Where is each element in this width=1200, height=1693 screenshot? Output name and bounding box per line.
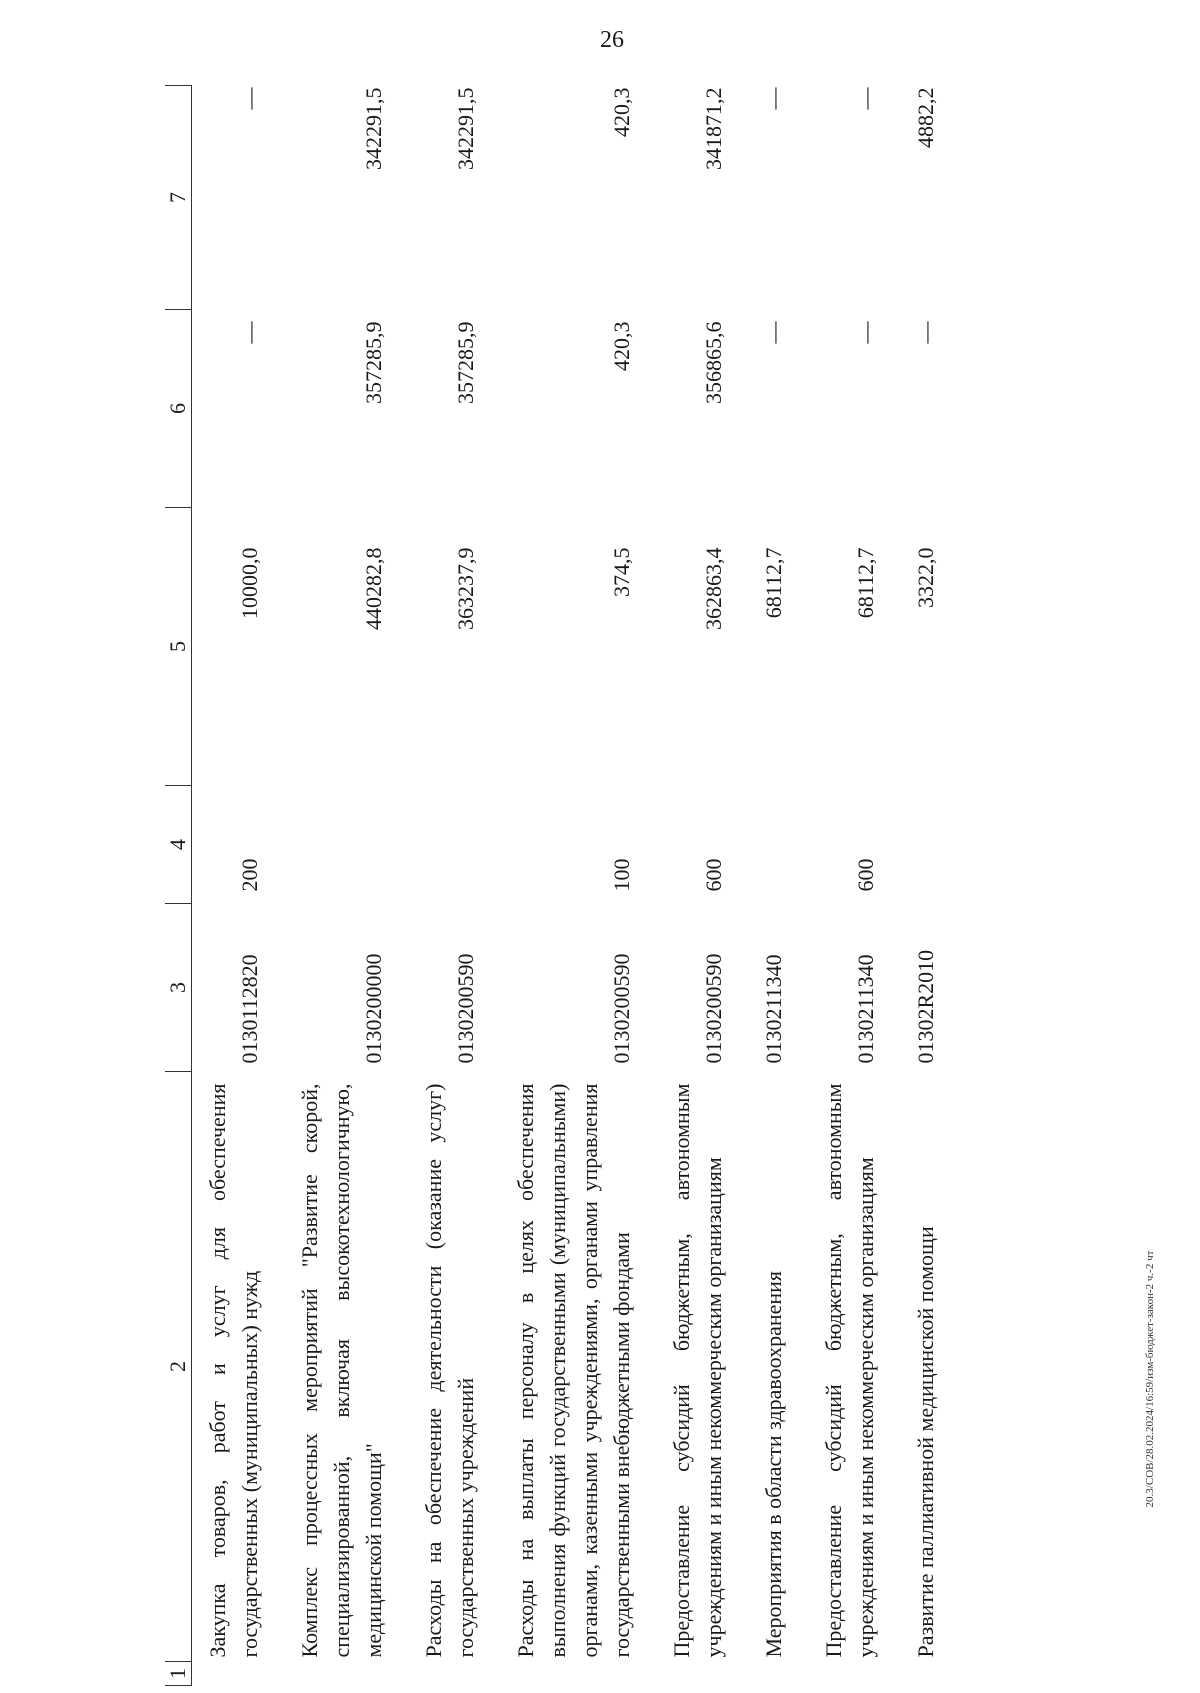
row-number-cell: [192, 1662, 285, 1686]
amount-col7-cell: 342291,5: [361, 87, 386, 170]
expense-name-cell: Закупка товаров, работ и услуг для обеспечения государственных (муниципальных) нужд: [205, 1083, 262, 1658]
page-number: 26: [600, 27, 624, 53]
rotated-budget-table-sheet: [165, 86, 995, 1686]
row-number-cell: [656, 1662, 748, 1686]
expense-type-cell: [408, 786, 500, 904]
expense-name-cell: Комплекс процессных мероприятий "Развитие скорой, специализированной, включая высокотехнологичную, медицинской помощи": [297, 1083, 386, 1658]
table-row: [408, 86, 500, 1686]
expense-type-cell: [748, 786, 808, 904]
amount-col6-cell: 357285,9: [453, 321, 478, 404]
target-code-cell: 0130211340: [761, 954, 786, 1064]
amount-col6-cell: 420,3: [609, 321, 634, 371]
amount-col6-cell: —: [761, 321, 786, 344]
amount-col5-cell: 363237,9: [453, 547, 478, 630]
document-footer-code: 20.3/СОВ/28.02.2024/16:59/изм-бюджет-закон-2 ч.-2 чт: [1144, 1250, 1156, 1508]
column-header-3: 3: [165, 904, 192, 1072]
table-row: [748, 86, 808, 1686]
expense-type-cell: 600: [853, 858, 878, 892]
row-number-cell: [500, 1662, 656, 1686]
target-code-cell: 0130200000: [361, 953, 386, 1064]
expense-name-cell: Расходы на выплаты персоналу в целях обеспечения выполнения функций государственными (муниципальными) органами, казенными учреждениями, органами управления государственными внебюджетными фондами: [513, 1083, 634, 1658]
expense-name-cell: Предоставление субсидий бюджетным, автономным учреждениям и иным некоммерческим организациям: [821, 1083, 878, 1658]
column-header-7: 7: [165, 86, 192, 310]
amount-col7-cell: 4882,2: [913, 87, 938, 148]
expense-type-cell: [284, 786, 408, 904]
amount-col7-cell: —: [761, 87, 786, 110]
header-row: [165, 86, 192, 1686]
budget-table: [165, 85, 960, 1686]
target-code-cell: 0130200590: [701, 953, 726, 1064]
expense-name-cell: Развитие паллиативной медицинской помощи: [913, 1226, 938, 1658]
row-number-cell: [408, 1662, 500, 1686]
row-number-cell: [808, 1662, 900, 1686]
target-code-cell: 0130200590: [453, 953, 478, 1064]
amount-col7-cell: —: [853, 87, 878, 110]
column-header-1: 1: [165, 1662, 192, 1686]
column-header-5: 5: [165, 508, 192, 786]
amount-col5-cell: 10000,0: [237, 547, 262, 619]
amount-col6-cell: 357285,9: [361, 321, 386, 404]
row-number-cell: [748, 1662, 808, 1686]
table-row: [500, 86, 656, 1686]
amount-col7-cell: 341871,2: [701, 87, 726, 170]
target-code-cell: 0130112820: [237, 954, 262, 1064]
amount-col5-cell: 362863,4: [701, 547, 726, 630]
expense-name-cell: Предоставление субсидий бюджетным, автономным учреждениям и иным некоммерческим организациям: [669, 1083, 726, 1658]
target-code-cell: 0130200590: [609, 953, 634, 1064]
expense-type-cell: [900, 786, 960, 904]
amount-col6-cell: —: [237, 321, 262, 344]
amount-col5-cell: 374,5: [609, 547, 634, 597]
amount-col7-cell: 420,3: [609, 87, 634, 137]
table-row: [656, 86, 748, 1686]
amount-col5-cell: 3322,0: [913, 547, 938, 608]
amount-col5-cell: 68112,7: [761, 547, 786, 619]
expense-type-cell: 100: [609, 858, 634, 892]
target-code-cell: 0130211340: [853, 954, 878, 1064]
amount-col5-cell: 68112,7: [853, 547, 878, 619]
column-header-6: 6: [165, 310, 192, 508]
amount-col5-cell: 440282,8: [361, 547, 386, 630]
table-row: [284, 86, 408, 1686]
expense-type-cell: 600: [701, 858, 726, 892]
table-row: [808, 86, 900, 1686]
expense-name-cell: Мероприятия в области здравоохранения: [761, 1270, 786, 1658]
expense-type-cell: 200: [237, 858, 262, 892]
amount-col7-cell: 342291,5: [453, 87, 478, 170]
amount-col6-cell: —: [913, 321, 938, 344]
table-row: [192, 86, 285, 1686]
table-row: [900, 86, 960, 1686]
column-header-2: 2: [165, 1072, 192, 1662]
amount-col6-cell: —: [853, 321, 878, 344]
amount-col7-cell: —: [237, 87, 262, 110]
target-code-cell: 01302R2010: [913, 949, 938, 1064]
row-number-cell: [900, 1662, 960, 1686]
column-header-4: 4: [165, 786, 192, 904]
row-number-cell: [284, 1662, 408, 1686]
amount-col6-cell: 356865,6: [701, 321, 726, 404]
expense-name-cell: Расходы на обеспечение деятельности (оказание услуг) государственных учреждений: [421, 1083, 478, 1658]
